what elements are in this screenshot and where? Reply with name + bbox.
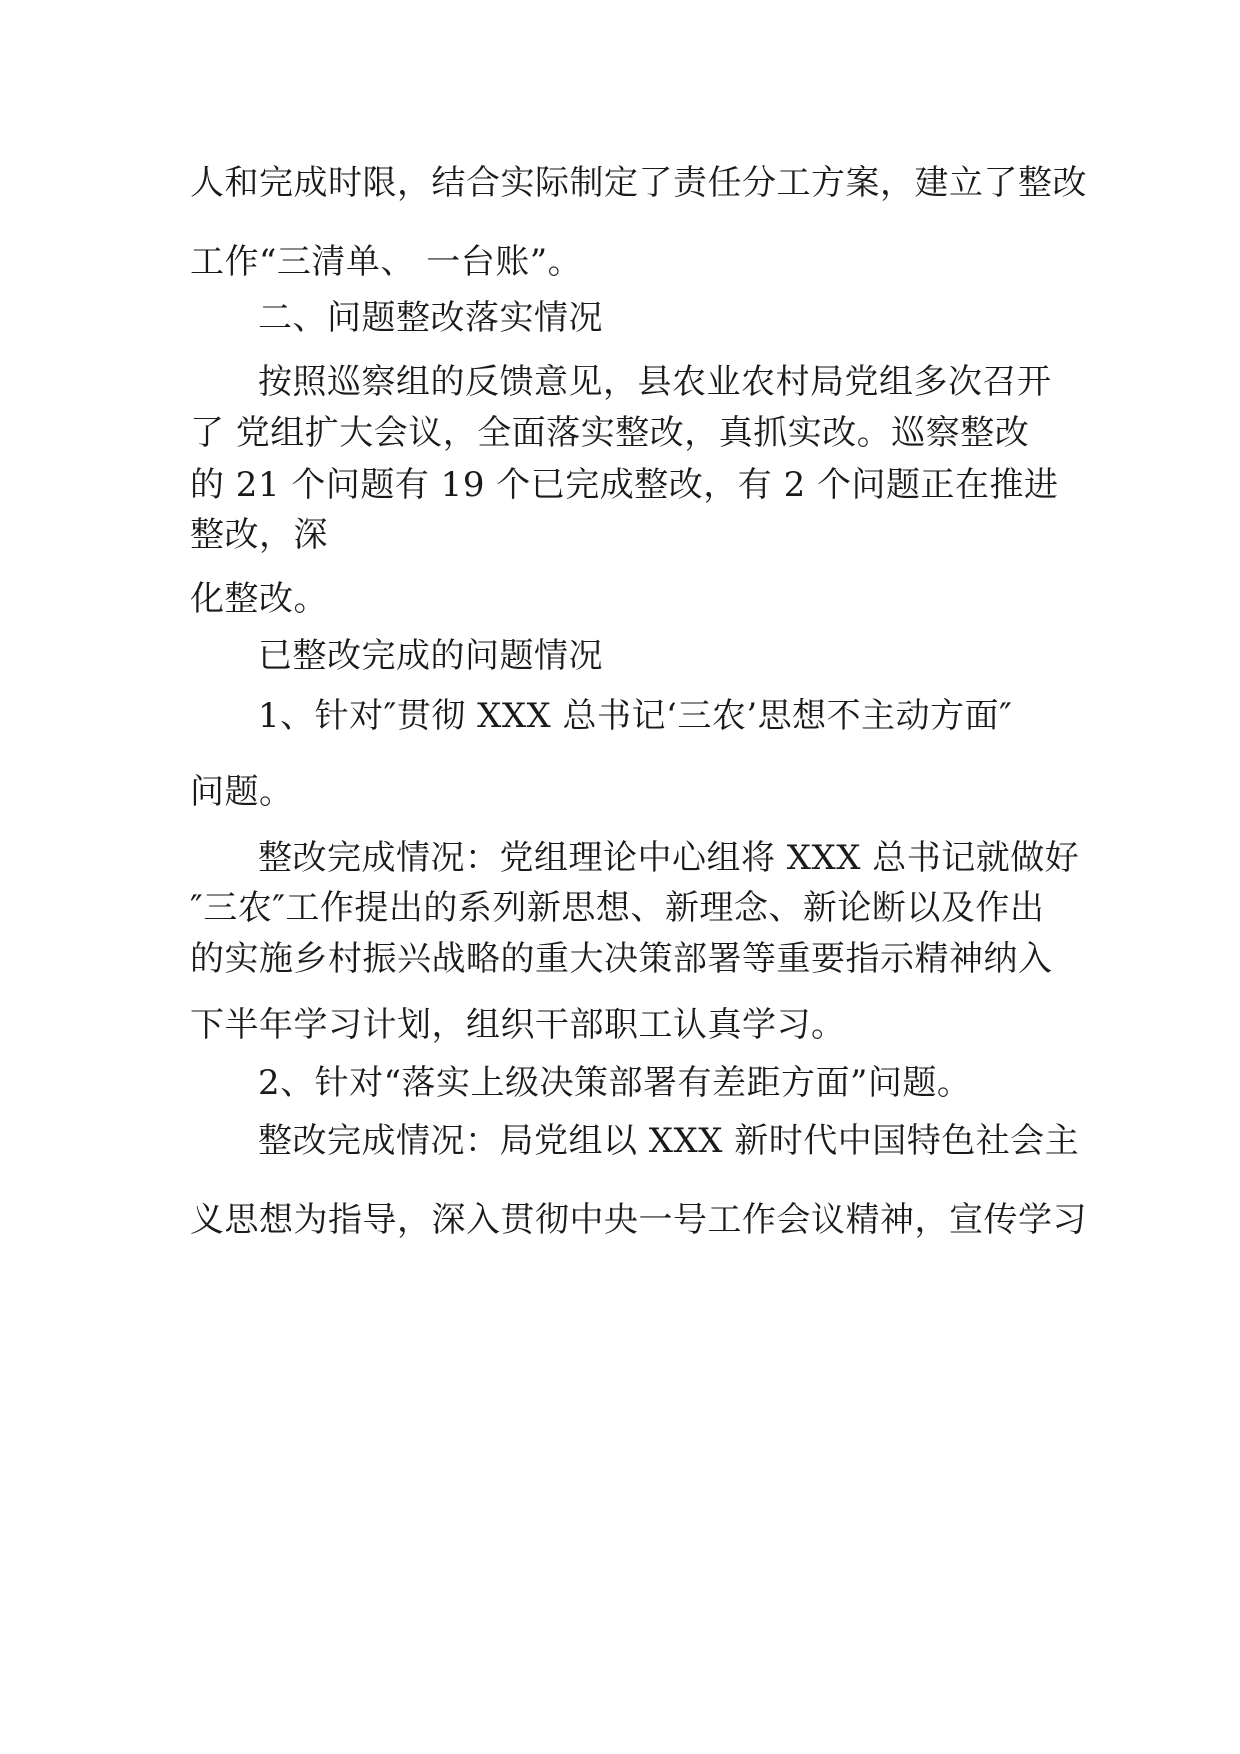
paragraph-line: 化整改。 — [190, 579, 328, 619]
paragraph-line: 的实施乡村振兴战略的重大决策部署等重要指示精神纳入 — [190, 939, 1053, 979]
subsection-heading: 已整改完成的问题情况 — [258, 636, 603, 676]
paragraph-line: 下半年学习计划，组织干部职工认真学习。 — [190, 1005, 846, 1045]
paragraph-line: 按照巡察组的反馈意见，县农业农村局党组多次召开 — [258, 362, 1052, 402]
section-heading: 二、问题整改落实情况 — [258, 298, 603, 338]
paragraph-line: ″三农″工作提出的系列新思想、新理念、新论断以及作出 — [190, 888, 1045, 928]
item-heading: 2、针对“落实上级决策部署有差距方面”问题。 — [258, 1063, 972, 1103]
paragraph-line: 工作“三清单、 一台账”。 — [190, 242, 583, 282]
paragraph-line: 了 党组扩大会议，全面落实整改，真抓实改。巡察整改 — [190, 413, 1030, 453]
item-heading: 1、针对″贯彻 XXX 总书记‘三农’思想不主动方面″ — [258, 696, 1013, 736]
paragraph-line: 整改完成情况：局党组以 XXX 新时代中国特色社会主 — [258, 1121, 1080, 1161]
paragraph-line: 整改，深 — [190, 515, 328, 555]
paragraph-line: 问题。 — [190, 772, 294, 812]
paragraph-line: 的 21 个问题有 19 个已完成整改，有 2 个问题正在推进 — [190, 465, 1059, 505]
paragraph-line: 整改完成情况：党组理论中心组将 XXX 总书记就做好 — [258, 838, 1080, 878]
paragraph-line: 人和完成时限，结合实际制定了责任分工方案，建立了整改 — [190, 163, 1087, 203]
paragraph-line: 义思想为指导，深入贯彻中央一号工作会议精神，宣传学习 — [190, 1200, 1087, 1240]
